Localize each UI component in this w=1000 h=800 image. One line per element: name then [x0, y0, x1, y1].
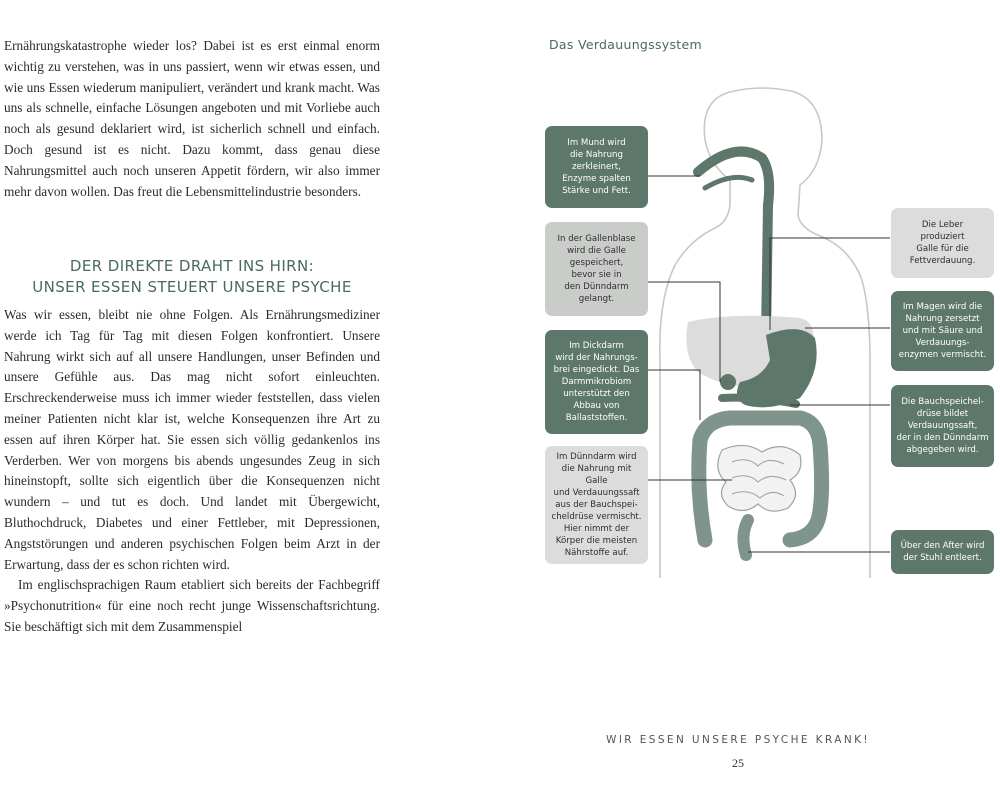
label-line: Die Leber	[921, 220, 964, 230]
label-line: bevor sie in	[571, 270, 622, 280]
page-number: 25	[732, 756, 744, 770]
label-line: zerkleinert,	[572, 162, 621, 172]
label-line: Im Magen wird die	[902, 302, 983, 312]
label-bauchspeichel	[891, 385, 994, 467]
label-line: Nährstoffe auf.	[564, 548, 629, 558]
label-line: und mit Säure und	[902, 326, 983, 336]
gallbladder-shape	[720, 374, 736, 390]
heading-line-2: UNSER ESSEN STEUERT UNSERE PSYCHE	[32, 278, 352, 296]
leader-leber	[770, 238, 890, 330]
label-duenndarm	[545, 446, 648, 564]
label-line: Stärke und Fett.	[562, 186, 631, 196]
label-line: Über den After wird	[900, 541, 985, 551]
label-line: und Verdauungssaft	[553, 488, 640, 498]
rectum-shape	[743, 520, 748, 555]
label-line: unterstützt den	[563, 389, 630, 399]
label-line: Verdauungssaft,	[907, 421, 978, 431]
label-line: drüse bildet	[916, 409, 969, 419]
label-line: die Nahrung	[570, 150, 623, 160]
paragraph-text: Ernährungskatastrophe wieder los? Dabei ist es erst einmal enorm wichtig zu verstehen, was in uns passiert, wenn wir etwas essen, und wie uns Essen wiederum manipuliert, verändert und krank macht. Was uns als schnelle, einfache Lösungen angeboten und mit Vorliebe auch noch als gesund deklariert wird, ist sicherlich schnell und einfach. Doch gesund ist es nicht. Dazu kommt, dass genau diese Nahrungsmittel auch noch unseren Appetit fördern, wir also immer mehr davon wollen. Das freut die Lebensmittelindustrie besonders.	[4, 38, 380, 199]
label-magen	[891, 291, 994, 371]
label-line: Im Dickdarm	[569, 341, 624, 351]
label-line: wird der Nahrungs-	[555, 353, 638, 363]
page-number	[0, 756, 190, 771]
label-line: Abbau von	[573, 401, 620, 411]
airway-shape	[705, 177, 752, 188]
heading-line-1: DER DIREKTE DRAHT INS HIRN:	[69, 257, 315, 275]
label-line: Im Mund wird	[567, 138, 626, 148]
label-line: den Dünndarm	[564, 282, 629, 292]
running-footer	[0, 734, 190, 746]
label-line: der in den Dünndarm	[896, 433, 989, 443]
label-line: gespeichert,	[569, 258, 624, 268]
label-line: produziert	[920, 232, 965, 242]
label-line: Verdauungs-	[915, 338, 970, 348]
paragraph-text: Was wir essen, bleibt nie ohne Folgen. Als Ernährungsmediziner werde ich Tag für Tag mit diesen Folgen konfrontiert. Unsere Nahrung wirkt sich auf all unsere Handlungen, unser Befinden und unsere Gefühle aus. Das mag nicht sofort einleuchten. Erschreckenderweise muss ich immer wieder feststellen, dass vielen meiner Patienten nicht klar ist, welche Konsequenzen ihre Art zu essen auf ihren Körper hat. Sie essen sich völlig gedankenlos ins Verderben. Wer von morgens bis abends ungesundes Zeug in sich hineinstopft, sollte sich eigentlich über die Konsequenzen nicht wundern – und tut es doch. Und landet mit Übergewicht, Bluthochdruck, Diabetes und einer Fettleber, mit Depressionen, Angststörungen und anderen psychischen Folgen beim Arzt in der Erwartung, dass der es schon richten wird.	[4, 307, 380, 572]
label-line: Körper die meisten	[555, 536, 638, 546]
label-line: Die Bauchspeichel-	[901, 397, 984, 407]
right-page	[500, 0, 1000, 800]
label-line: die Nahrung mit Galle	[561, 464, 632, 486]
paragraph-text: Im englischsprachigen Raum etabliert sich bereits der Fachbegriff »Psychonutrition« für eine noch recht junge Wissenschaftsrichtung. Sie beschäftigt sich mit dem Zusammenspiel	[4, 577, 380, 634]
label-line: wird die Galle	[567, 246, 626, 256]
label-line: der Stuhl entleert.	[903, 553, 982, 563]
label-line: In der Gallenblase	[557, 234, 636, 244]
label-line: Enzyme spalten	[562, 174, 631, 184]
label-line: enzymen vermischt.	[898, 350, 987, 360]
label-line: Darmmikrobiom	[561, 377, 632, 387]
label-line: Galle für die	[916, 244, 969, 254]
label-mund	[545, 126, 648, 208]
label-line: Nahrung zersetzt	[905, 314, 980, 324]
label-line: Im Dünndarm wird	[556, 452, 637, 462]
body-paragraph-top	[4, 36, 380, 202]
body-paragraph-main	[4, 305, 380, 638]
chapter-heading	[4, 256, 380, 298]
label-line: cheldrüse vermischt.	[551, 512, 642, 522]
label-after	[891, 530, 994, 574]
label-dickdarm	[545, 330, 648, 434]
label-gallenblase	[545, 222, 648, 316]
label-line: aus der Bauchspei-	[555, 500, 638, 510]
label-line: Fettverdauung.	[909, 256, 976, 266]
label-line: Ballaststoffen.	[565, 413, 628, 423]
label-line: abgegeben wird.	[906, 445, 979, 455]
small-intestine-shape	[718, 445, 801, 511]
label-leber	[891, 208, 994, 278]
leader-dickdarm	[648, 370, 700, 420]
label-line: gelangt.	[578, 294, 615, 304]
running-footer: WIR ESSEN UNSERE PSYCHE KRANK!	[606, 734, 870, 746]
label-line: brei eingedickt. Das	[553, 365, 640, 375]
diagram-title: Das Verdauungssystem	[549, 37, 702, 52]
label-line: Hier nimmt der	[563, 524, 630, 534]
